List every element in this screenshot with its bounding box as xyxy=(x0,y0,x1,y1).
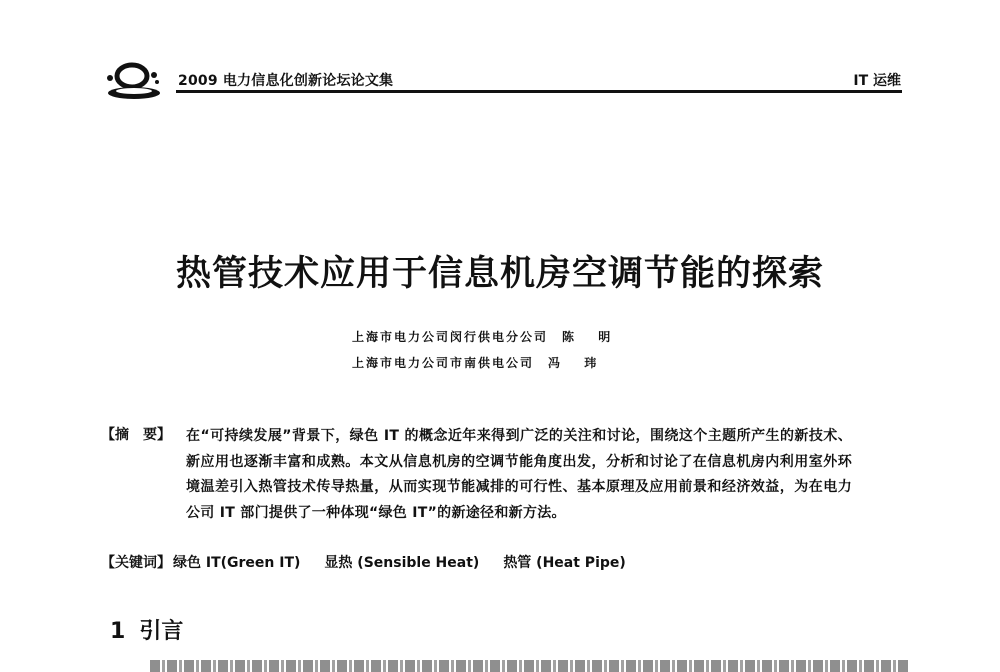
author-affiliation: 上海市电力公司市南供电公司 xyxy=(352,356,535,370)
author-line xyxy=(352,354,606,371)
cropped-body-text-line xyxy=(150,660,910,672)
author-affiliation: 上海市电力公司闵行供电分公司 xyxy=(352,330,549,344)
abstract-text: 在“可持续发展”背景下，绿色 IT 的概念近年来得到广泛的关注和讨论，围绕这个主题所产生的新技术、新应用也逐渐丰富和成熟。本文从信息机房的空调节能角度出发，分析和讨论了在信息机房内利用室外环境温差引入热管技术传导热量，从而实现节能减排的可行性、基本原理及应用前景和经济效益，为在电力公司 IT 部门提供了一种体现“绿色 IT”的新途径和新方法。 xyxy=(186,428,852,521)
abstract-label: 【摘 要】 xyxy=(101,427,171,443)
author-line xyxy=(352,328,620,345)
proceedings-title: 2009 电力信息化创新论坛论文集 xyxy=(178,73,394,89)
section-title: 引言 xyxy=(139,619,184,644)
section-category: IT 运维 xyxy=(853,73,901,89)
keyword: 热管 (Heat Pipe) xyxy=(503,555,626,571)
keyword: 绿色 IT(Green IT) xyxy=(173,555,301,571)
section-heading xyxy=(110,614,183,645)
paper-title: 热管技术应用于信息机房空调节能的探索 xyxy=(175,254,824,294)
section-number: 1 xyxy=(110,619,126,644)
author-name: 陈 明 xyxy=(562,330,621,344)
author-name: 冯 玮 xyxy=(548,356,607,370)
keywords-label: 【关键词】 xyxy=(101,555,171,571)
proceedings-logo-icon xyxy=(104,58,164,104)
keyword: 显热 (Sensible Heat) xyxy=(324,555,480,571)
header-divider xyxy=(176,90,902,93)
keywords-row xyxy=(101,552,650,572)
